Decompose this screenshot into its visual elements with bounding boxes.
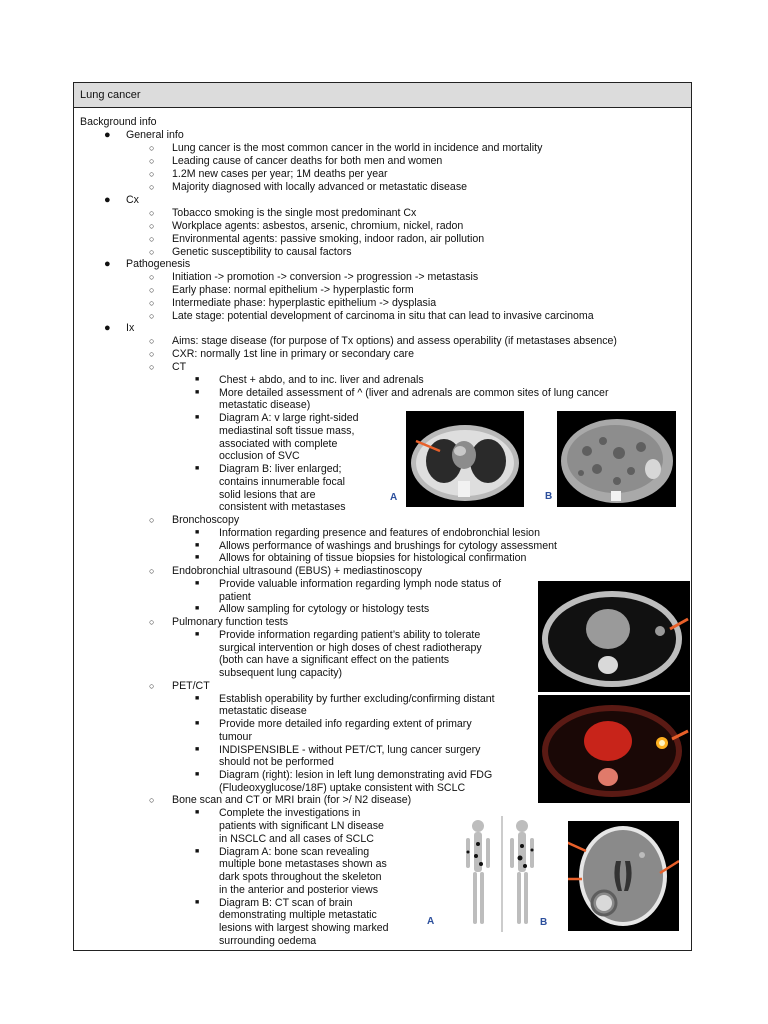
list-item-cont: patient: [219, 591, 251, 603]
list-item: Early phase: normal epithelium -> hyperplastic form: [172, 284, 414, 296]
list-item: Provide more detailed info regarding extent of primary: [219, 718, 472, 730]
ct-brain-image: [568, 821, 679, 931]
list-item: Lung cancer is the most common cancer in the world in incidence and mortality: [172, 142, 543, 154]
list-item-cont: (Fludeoxyglucose/18F) uptake consistent with SCLC: [219, 782, 466, 794]
list-item-cont: metastatic disease): [219, 399, 311, 411]
list-item: Late stage: potential development of carcinoma in situ that can lead to invasive carcinoma: [172, 310, 594, 322]
square-bullet-icon: ■: [195, 809, 200, 816]
list-item: Diagram A: bone scan revealing: [219, 846, 370, 858]
list-item: Allow sampling for cytology or histology tests: [219, 603, 430, 615]
list-item: Information regarding presence and features of endobronchial lesion: [219, 527, 540, 539]
list-item-general-info: General info: [126, 129, 184, 141]
square-bullet-icon: ■: [195, 376, 200, 383]
list-item: Intermediate phase: hyperplastic epithelium -> dysplasia: [172, 297, 437, 309]
square-bullet-icon: ■: [195, 414, 200, 421]
square-bullet-icon: ■: [195, 746, 200, 753]
list-item: Environmental agents: passive smoking, indoor radon, air pollution: [172, 233, 485, 245]
list-item: Complete the investigations in: [219, 807, 361, 819]
section-heading: Background info: [80, 116, 157, 128]
list-item-cont: associated with complete: [219, 438, 338, 450]
list-item: Chest + abdo, and to inc. liver and adrenals: [219, 374, 424, 386]
square-bullet-icon: ■: [195, 695, 200, 702]
sub-bullet-icon: ○: [149, 336, 155, 346]
sub-bullet-icon: ○: [149, 311, 155, 321]
square-bullet-icon: ■: [195, 899, 200, 906]
sub-bullet-icon: ○: [149, 795, 155, 805]
sub-bullet-icon: ○: [149, 182, 155, 192]
square-bullet-icon: ■: [195, 631, 200, 638]
list-item: INDISPENSIBLE - without PET/CT, lung cancer surgery: [219, 744, 481, 756]
list-item-cont: subsequent lung capacity): [219, 667, 343, 679]
square-bullet-icon: ■: [195, 554, 200, 561]
list-item-ix: Ix: [126, 322, 135, 334]
list-item-bronchoscopy: Bronchoscopy: [172, 514, 240, 526]
list-item: Aims: stage disease (for purpose of Tx options) and assess operability (if metastases absence): [172, 335, 617, 347]
square-bullet-icon: ■: [195, 542, 200, 549]
list-item-bone-scan: Bone scan and CT or MRI brain (for >/ N2 disease): [172, 794, 412, 806]
square-bullet-icon: ■: [195, 529, 200, 536]
square-bullet-icon: ■: [195, 771, 200, 778]
square-bullet-icon: ■: [195, 389, 200, 396]
list-item: Diagram B: CT scan of brain: [219, 897, 353, 909]
list-item: Diagram (right): lesion in left lung demonstrating avid FDG: [219, 769, 493, 781]
list-item-cont: metastatic disease: [219, 705, 307, 717]
pet-ct-image: [538, 695, 690, 803]
bullet-icon: ●: [104, 322, 111, 334]
list-item-cont: solid lesions that are: [219, 489, 316, 501]
sub-bullet-icon: ○: [149, 681, 155, 691]
page-title: Lung cancer: [74, 83, 691, 108]
list-item-cont: surgical intervention or high doses of chest radiotherapy: [219, 642, 482, 654]
figure-label-a: A: [390, 492, 398, 503]
sub-bullet-icon: ○: [149, 298, 155, 308]
list-item-cx: Cx: [126, 194, 139, 206]
list-item-cont: occlusion of SVC: [219, 450, 300, 462]
bone-scan-image: [456, 816, 548, 932]
square-bullet-icon: ■: [195, 580, 200, 587]
list-item-cont: multiple bone metastases shown as: [219, 858, 387, 870]
list-item-ct: CT: [172, 361, 187, 373]
sub-bullet-icon: ○: [149, 349, 155, 359]
list-item-cont: in NSCLC and all cases of SCLC: [219, 833, 374, 845]
square-bullet-icon: ■: [195, 720, 200, 727]
list-item: Workplace agents: asbestos, arsenic, chromium, nickel, radon: [172, 220, 464, 232]
list-item-pathogenesis: Pathogenesis: [126, 258, 191, 270]
list-item: Establish operability by further excluding/confirming distant: [219, 693, 495, 705]
ct-chest-lesion-image: [538, 581, 690, 692]
list-item-cont: (both can have a significant effect on the patients: [219, 654, 450, 666]
list-item-cont: should not be performed: [219, 756, 334, 768]
list-item-cont: patients with significant LN disease: [219, 820, 384, 832]
list-item: Provide information regarding patient’s ability to tolerate: [219, 629, 481, 641]
list-item-cont: consistent with metastases: [219, 501, 346, 513]
list-item-cont: contains innumerable focal: [219, 476, 346, 488]
sub-bullet-icon: ○: [149, 566, 155, 576]
list-item-cont: mediastinal soft tissue mass,: [219, 425, 355, 437]
list-item-cont: lesions with largest showing marked: [219, 922, 389, 934]
bullet-icon: ●: [104, 258, 111, 270]
ct-liver-image: [557, 411, 676, 507]
document-page: [73, 82, 692, 951]
bullet-icon: ●: [104, 129, 111, 141]
list-item-cont: dark spots throughout the skeleton: [219, 871, 382, 883]
list-item: Provide valuable information regarding lymph node status of: [219, 578, 502, 590]
ct-chest-image: [406, 411, 524, 507]
sub-bullet-icon: ○: [149, 247, 155, 257]
figure-label-a: A: [427, 916, 435, 927]
list-item: Diagram B: liver enlarged;: [219, 463, 342, 475]
sub-bullet-icon: ○: [149, 234, 155, 244]
list-item-cont: demonstrating multiple metastatic: [219, 909, 377, 921]
list-item-cont: tumour: [219, 731, 252, 743]
sub-bullet-icon: ○: [149, 362, 155, 372]
square-bullet-icon: ■: [195, 465, 200, 472]
list-item: 1.2M new cases per year; 1M deaths per year: [172, 168, 388, 180]
document-body: [74, 108, 691, 950]
list-item: Genetic susceptibility to causal factors: [172, 246, 352, 258]
sub-bullet-icon: ○: [149, 208, 155, 218]
list-item-petct: PET/CT: [172, 680, 210, 692]
sub-bullet-icon: ○: [149, 272, 155, 282]
list-item: Leading cause of cancer deaths for both men and women: [172, 155, 443, 167]
list-item-cont: surrounding oedema: [219, 935, 317, 947]
bullet-icon: ●: [104, 194, 111, 206]
list-item-cont: in the anterior and posterior views: [219, 884, 378, 896]
list-item: Allows performance of washings and brushings for cytology assessment: [219, 540, 557, 552]
list-item: Majority diagnosed with locally advanced or metastatic disease: [172, 181, 468, 193]
sub-bullet-icon: ○: [149, 515, 155, 525]
list-item-pft: Pulmonary function tests: [172, 616, 288, 628]
figure-label-b: B: [540, 917, 548, 928]
sub-bullet-icon: ○: [149, 143, 155, 153]
sub-bullet-icon: ○: [149, 221, 155, 231]
list-item-ebus: Endobronchial ultrasound (EBUS) + mediastinoscopy: [172, 565, 422, 577]
figure-label-b: B: [545, 491, 553, 502]
sub-bullet-icon: ○: [149, 169, 155, 179]
sub-bullet-icon: ○: [149, 285, 155, 295]
sub-bullet-icon: ○: [149, 617, 155, 627]
list-item: Initiation -> promotion -> conversion -> progression -> metastasis: [172, 271, 479, 283]
square-bullet-icon: ■: [195, 848, 200, 855]
list-item: CXR: normally 1st line in primary or secondary care: [172, 348, 414, 360]
sub-bullet-icon: ○: [149, 156, 155, 166]
list-item: Diagram A: v large right-sided: [219, 412, 359, 424]
list-item: Allows for obtaining of tissue biopsies for histological confirmation: [219, 552, 527, 564]
list-item: More detailed assessment of ^ (liver and adrenals are common sites of lung cancer: [219, 387, 609, 399]
list-item: Tobacco smoking is the single most predominant Cx: [172, 207, 417, 219]
square-bullet-icon: ■: [195, 605, 200, 612]
